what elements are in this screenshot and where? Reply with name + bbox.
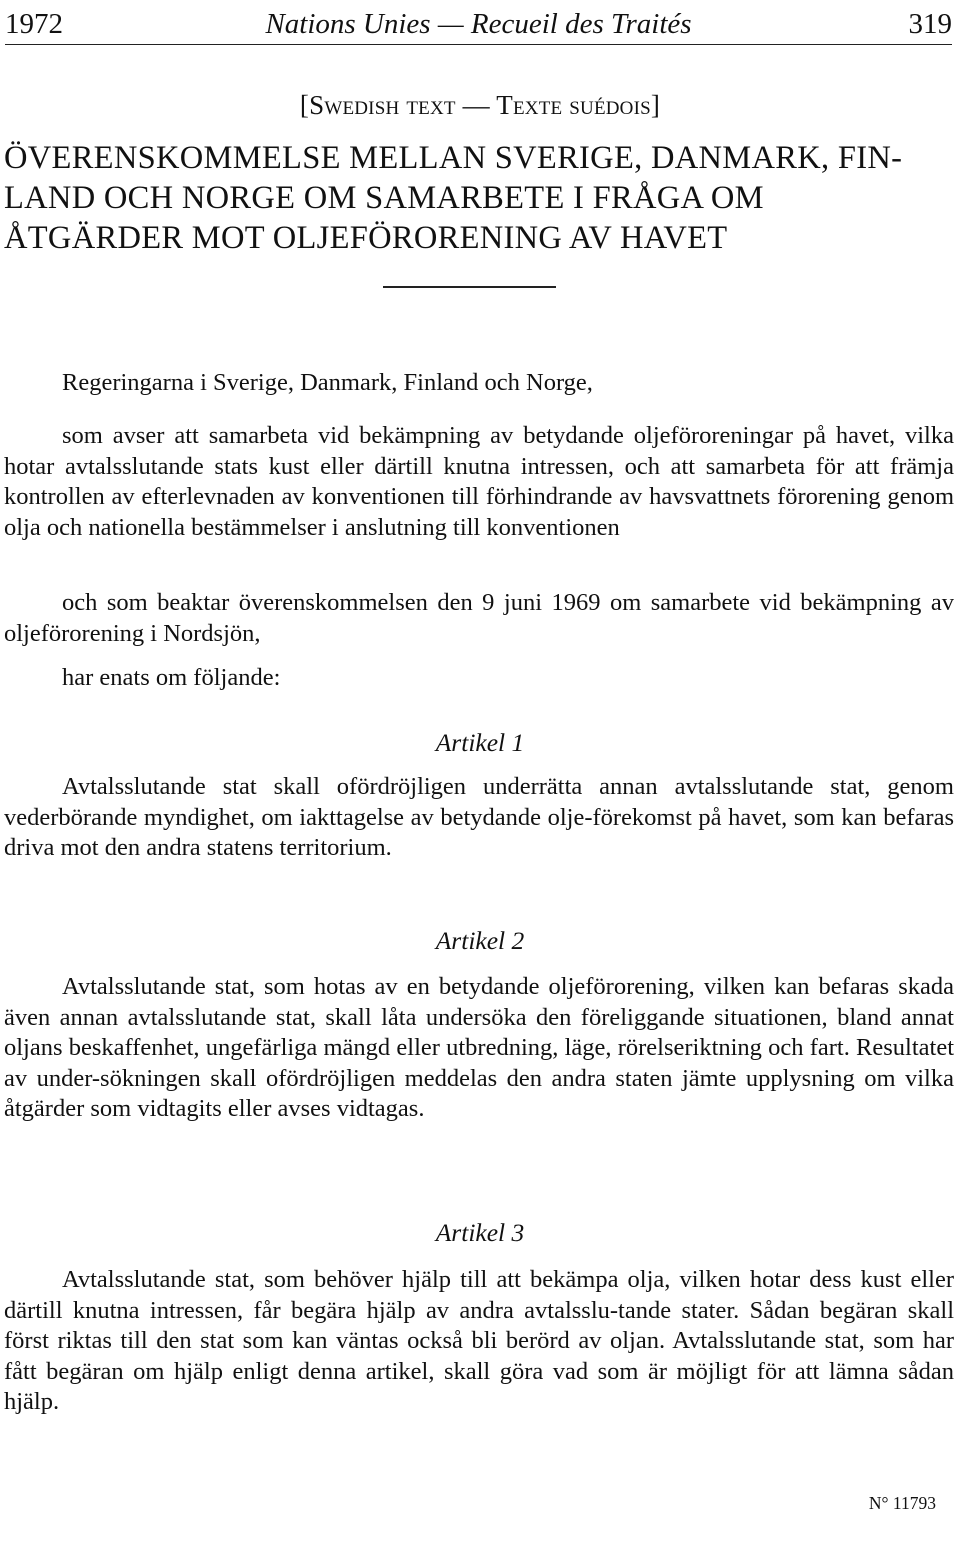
running-head-title: Nations Unies — Recueil des Traités bbox=[265, 8, 692, 40]
running-head-year: 1972 bbox=[5, 8, 63, 40]
preamble-clause: och som beaktar överenskommelsen den 9 juni 1969 om samarbete vid bekämpning av oljeförorening i Nordsjön, bbox=[4, 589, 954, 647]
article-text: Avtalsslutande stat skall ofördröjligen underrätta annan avtalsslutande stat, genom vederbörande myndighet, om iakttagelse av betydande olje-förekomst på havet, som kan befaras driva mot den andra statens territorium. bbox=[4, 773, 954, 861]
title-line: ÖVERENSKOMMELSE MELLAN SVERIGE, DANMARK, FIN- bbox=[4, 140, 903, 176]
language-label: [Swedish text — Texte suédois] bbox=[299, 90, 661, 120]
document-title bbox=[4, 138, 954, 258]
article-text: Avtalsslutande stat, som behöver hjälp till att bekämpa olja, vilken hotar dess kust eller därtill knutna intressen, får begära hjälp av andra avtalsslu-tande stater. Sådan begäran skall först riktas till den stat som kan väntas också bli berörd av oljan. Avtalsslutande stat, som har fått begäran om hjälp enligt denna artikel, skall göra vad som är möjligt för att lämna sådan hjälp. bbox=[4, 1266, 954, 1415]
page-number: 319 bbox=[908, 8, 952, 40]
running-head bbox=[5, 4, 952, 45]
article-heading: Artikel 1 bbox=[435, 728, 525, 757]
preamble-agreement: har enats om följande: bbox=[62, 664, 281, 691]
title-line: LAND OCH NORGE OM SAMARBETE I FRÅGA OM bbox=[4, 180, 764, 216]
preamble-clause: som avser att samarbeta vid bekämpning av betydande oljeföroreningar på havet, vilka hotar avtalsslutande stats kust eller därtill knutna intressen, och att samarbeta för att främja kontrollen av efterlevnaden av konventionen till förhindrande av havsvattnets förorening genom olja och nationella bestämmelser i anslutning till konventionen bbox=[4, 422, 954, 541]
preamble-parties: Regeringarna i Sverige, Danmark, Finland och Norge, bbox=[62, 369, 593, 396]
article-heading: Artikel 3 bbox=[435, 1218, 525, 1247]
article-heading: Artikel 2 bbox=[435, 926, 525, 955]
article-text: Avtalsslutande stat, som hotas av en betydande oljeförorening, vilken kan befaras skada även annan avtalsslutande stat, skall låta undersöka den föreliggande situationen, bland annat oljans beskaffenhet, ungefärliga mängd eller utbredning, läge, rörelseriktning och fart. Resultatet av under-sökningen skall ofördröjligen meddelas den andra staten jämte upplysning om vilka åtgärder som vidtagits eller avses vidtagas. bbox=[4, 973, 954, 1122]
title-divider bbox=[383, 286, 556, 288]
reference-number: N° 11793 bbox=[868, 1493, 936, 1513]
title-line: ÅTGÄRDER MOT OLJEFÖRORENING AV HAVET bbox=[4, 220, 728, 256]
